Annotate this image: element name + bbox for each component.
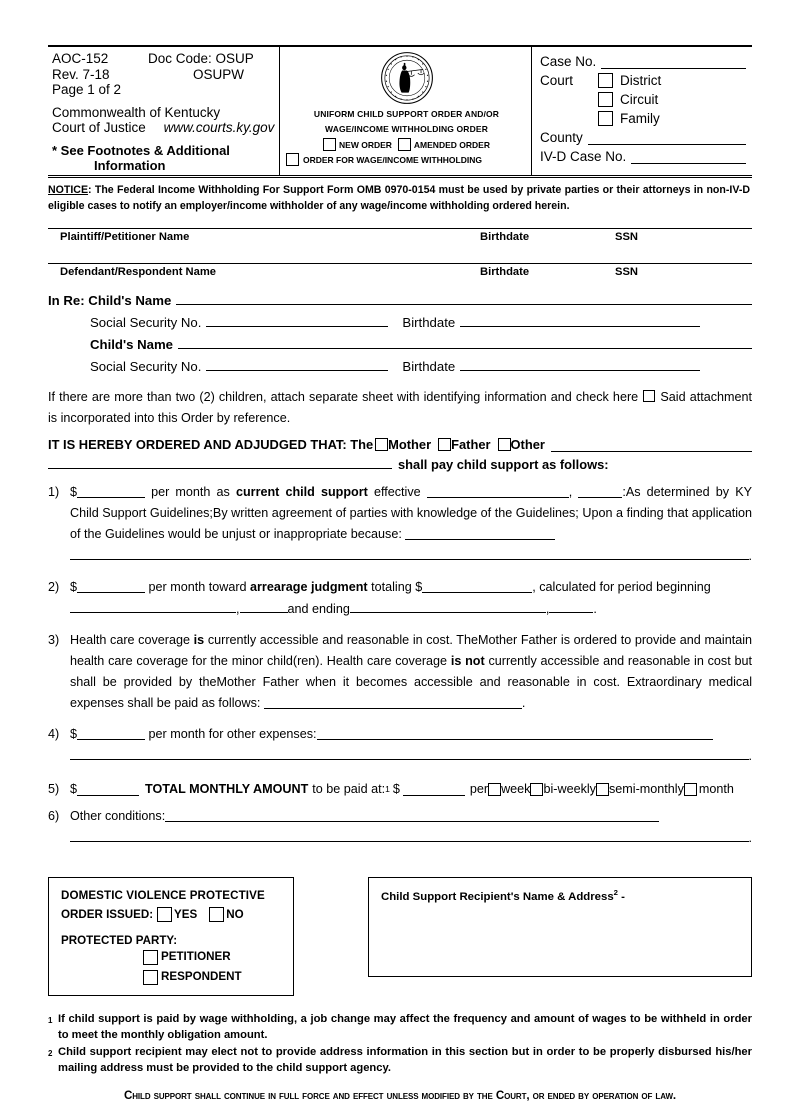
item-1-t3: As determined by KY Child Support Guidelines; [70,485,752,520]
item-5-number: 5) [48,782,60,796]
item-4-expenses-input[interactable] [317,727,713,740]
payer-mother-checkbox[interactable] [375,438,388,451]
plaintiff-row[interactable] [48,229,752,263]
item-1 [48,482,752,545]
item-4-t1: per month for other expenses: [148,727,317,741]
dv-respondent-checkbox[interactable] [143,970,158,985]
item-3-t3: is ordered to provide and maintain health care coverage for the minor child(ren). [70,633,753,668]
form-header [48,45,752,176]
payer-other-input[interactable] [551,438,752,452]
order-type-new[interactable] [323,138,392,151]
child2-ssn-input[interactable] [206,356,388,371]
form-sheet [48,45,752,1102]
item-2-t1: per month toward [148,580,247,594]
item-6 [48,806,752,827]
footnote-reference-line1: * See Footnotes & Additional [52,142,230,158]
dv-yes-option[interactable] [157,905,197,924]
parties-section [48,228,752,290]
frequency-month-checkbox[interactable] [684,783,697,796]
footnote-2-marker: 2 [48,1049,53,1058]
item-3-t6: when it becomes accessible and reasonable in cost. Extraordinary medical expenses shall be paid as follows: [70,675,753,710]
item-1-bold1: current child support [235,485,368,499]
dv-petitioner-option[interactable] [61,947,285,967]
item-4-text [70,724,752,745]
header-left-identification [48,47,280,175]
item-3-father: Father [520,633,558,647]
item-1-reason-input-continued[interactable] [70,547,749,560]
domestic-violence-box [48,877,294,996]
footnote-1 [48,1012,752,1043]
court-type-row [540,71,750,128]
item-2-end-date-input[interactable] [350,600,546,613]
footnote-1-marker: 1 [48,1016,53,1025]
payer-father-label: Father [451,437,491,452]
item-4 [48,724,752,745]
family-label: Family [620,111,660,126]
doc-code: Doc Code: OSUP [148,51,254,66]
item-6-text [70,806,752,827]
item-4-dollar: $ [70,727,78,741]
item-3-mother-2: Mother [216,675,256,689]
ordered-suffix: shall pay child support as follows: [398,457,609,472]
courts-website-link[interactable]: www.courts.ky.gov [163,120,275,135]
item-3-t1: Health care coverage [70,633,190,647]
item-2-amount-input[interactable] [77,580,145,593]
item-2-continuation [70,599,752,620]
dv-no-option[interactable] [209,905,243,924]
county-row[interactable] [540,128,750,147]
item-3-mother: Mother [477,633,518,647]
payer-other-label: Other [510,437,545,452]
item-4-number: 4) [48,727,60,741]
frequency-semimonthly-checkbox[interactable] [596,783,609,796]
item-5-dollar: $ [70,782,78,796]
child1-name-row[interactable] [48,290,752,312]
child1-ssn-input[interactable] [206,312,388,327]
ivd-case-number-label: IV-D Case No. [540,149,627,164]
item-1-effective-year-input[interactable] [578,485,622,498]
header-right-case-info [532,47,752,175]
item-3-t4: Health care coverage [326,654,448,668]
dv-petitioner-checkbox[interactable] [143,950,158,965]
item-4-expenses-input-continued[interactable] [70,747,749,760]
child2-birthdate-input[interactable] [460,356,700,371]
item-3-medical-expenses-input[interactable] [264,696,522,709]
attachment-note [48,387,752,428]
dv-petitioner-label: PETITIONER [161,950,231,963]
defendant-birthdate-label: Birthdate [480,266,530,278]
item-6-t1: Other conditions: [70,809,166,823]
form-revision: Rev. 7-18 [52,66,110,82]
item-3-bold2: is not [450,654,485,668]
order-type-amended[interactable] [398,138,490,151]
page-number: Page 1 of 2 [52,82,122,97]
frequency-month-label: month [698,782,734,796]
child2-name-input[interactable] [178,334,752,349]
form-title-line1: UNIFORM CHILD SUPPORT ORDER AND/OR [313,109,500,119]
dv-no-checkbox[interactable] [209,907,224,922]
notice-body: : The Federal Income Withholding For Support Form OMB 0970-0154 must be used by private parties or their attorneys in non-IV-D eligible cases to notify an employer/income withholder of any wage/income withholding ordered herein. [48,184,750,212]
item-2-begin-date-input[interactable] [70,600,236,613]
dv-yes-checkbox[interactable] [157,907,172,922]
frequency-week-label: week [501,782,531,796]
item-5-t1: to be paid at: [312,782,386,796]
frequency-biweekly-label: bi-weekly [543,782,596,796]
item-5-payment-amount-input[interactable] [403,783,465,796]
item-1-effective-date-input[interactable] [427,485,569,498]
revision-row [52,67,275,83]
footnote-1-text: If child support is paid by wage withholding, a job change may affect the frequency and amount of wages to be withheld in order to meet the monthly obligation amount. [58,1013,752,1041]
children-section [48,290,752,378]
item-5-text [70,779,752,800]
defendant-row[interactable] [48,264,752,290]
wage-withholding-order-checkbox[interactable] [286,153,299,166]
ivd-case-number-row[interactable] [540,147,750,166]
bottom-boxes [48,877,752,996]
dv-respondent-label: RESPONDENT [161,970,242,983]
commonwealth-label: Commonwealth of Kentucky [52,104,221,120]
court-option-circuit[interactable] [598,90,661,109]
court-of-justice-label: Court of Justice [52,120,146,135]
dv-respondent-option[interactable] [61,967,285,987]
notice-text [48,183,752,214]
dv-no-label: NO [226,908,244,921]
item-1-number: 1) [48,485,60,499]
attachment-checkbox[interactable] [643,390,655,402]
item-6-number: 6) [48,809,60,823]
district-label: District [620,73,662,88]
item-2-bold1: arrearage judgment [250,580,368,594]
item-2-t3: , calculated for period beginning [532,580,711,594]
recipient-address-box[interactable] [368,877,752,977]
item-3-t5: currently accessible and reasonable in cost but shall be provided by the [70,654,752,689]
amended-order-checkbox[interactable] [398,138,411,151]
item-3 [48,630,752,714]
frequency-semimonthly-label: semi-monthly [608,782,684,796]
footnote-2-text: Child support recipient may elect not to provide address information in this section but in order to be properly disbursed his/her mailing address must be provided to the child support agency. [58,1046,752,1074]
dv-order-issued-row [61,905,285,924]
in-re-child-name-label: In Re: Child's Name [48,293,172,308]
item-5-footnote-marker: 1 [385,784,390,794]
item-1-t5: Upon a finding that application of the Guidelines would be unjust or inappropriate because: [70,506,753,541]
county-label: County [540,130,583,145]
item-6-continuation [70,828,752,849]
footnotes-section [48,1012,752,1076]
item-1-colon: : [622,485,626,499]
item-2 [48,577,752,598]
dv-title-line1: DOMESTIC VIOLENCE PROTECTIVE [61,889,265,902]
footnote-reference [52,143,275,173]
amended-order-label: AMENDED ORDER [413,139,490,150]
item-2-t7: . [593,602,597,616]
item-6-conditions-input[interactable] [165,809,659,822]
child2-ssn-label: Social Security No. [90,359,202,374]
item-1-amount-input[interactable] [77,485,145,498]
case-number-input[interactable] [601,55,746,69]
recipient-address-label: Child Support Recipient's Name & Address [381,890,614,903]
item-1-t4: By written agreement of parties with knowledge of the Guidelines; [212,506,579,520]
new-order-checkbox[interactable] [323,138,336,151]
court-options [598,71,661,128]
footnote-reference-line2: Information [94,157,166,173]
item-3-period: . [521,696,526,710]
payer-other-input-continued[interactable] [48,454,392,469]
item-3-bold1: is [193,633,205,647]
circuit-label: Circuit [620,92,659,107]
defendant-name-label: Defendant/Respondent Name [60,266,217,278]
notice-section [48,177,752,214]
closing-statement: Child support shall continue in full force and effect unless modified by the Court, or ended by operation of law. [123,1089,677,1102]
item-6-conditions-input-continued[interactable] [70,829,749,842]
form-title-line2: WAGE/INCOME WITHHOLDING ORDER [324,124,488,134]
county-input[interactable] [588,131,746,145]
child1-birthdate-input[interactable] [460,312,700,327]
doc-code-2: OSUPW [192,66,244,82]
ordered-prefix: IT IS HEREBY ORDERED AND ADJUDGED THAT: The [48,437,374,452]
item-2-t6: , [545,602,550,616]
plaintiff-name-label: Plaintiff/Petitioner Name [60,231,190,243]
item-2-total-input[interactable] [422,580,532,593]
child1-birthdate-label: Birthdate [402,315,456,330]
child1-ssn-birthdate-row[interactable] [48,312,752,334]
spacer [52,98,275,105]
court-option-family[interactable] [598,109,661,128]
wage-withholding-order-label: ORDER FOR WAGE/INCOME WITHHOLDING [303,154,482,165]
item-4-continuation [70,746,752,767]
notice-label: NOTICE [48,184,89,196]
payer-other-checkbox[interactable] [498,438,511,451]
order-type-row [284,138,529,151]
plaintiff-ssn-label: SSN [615,231,639,243]
case-number-label: Case No. [540,54,597,69]
circuit-checkbox[interactable] [598,92,613,107]
dv-yes-label: YES [174,908,198,921]
item-1-comma: , [568,485,573,499]
item-5 [48,779,752,800]
new-order-label: NEW ORDER [339,139,392,150]
item-3-number: 3) [48,633,60,647]
item-1-reason-input[interactable] [405,527,555,540]
family-checkbox[interactable] [598,111,613,126]
attachment-text-after: Said attachment is incorporated into this Order by reference. [48,390,753,425]
item-5-total-amount-input[interactable] [77,783,139,796]
item-5-dollar2: $ [392,782,400,796]
plaintiff-birthdate-label: Birthdate [480,231,530,243]
ordered-adjudged-row [48,437,752,452]
district-checkbox[interactable] [598,73,613,88]
item-2-number: 2) [48,580,60,594]
child2-name-row[interactable] [48,334,752,356]
ivd-case-number-input[interactable] [631,150,746,164]
attachment-text-before: If there are more than two (2) children, attach separate sheet with identifying information and check here [48,390,639,404]
item-1-period: . [748,549,752,563]
frequency-biweekly-checkbox[interactable] [530,783,543,796]
case-number-row[interactable] [540,52,750,71]
item-1-text [70,482,752,545]
frequency-week-checkbox[interactable] [488,783,501,796]
child2-ssn-birthdate-row[interactable] [48,356,752,378]
item-2-t2: totaling $ [371,580,423,594]
item-2-text [70,577,752,598]
item-1-t2: effective [373,485,421,499]
dv-order-issued-label: ORDER ISSUED: [61,908,154,921]
item-2-end-year-input[interactable] [549,600,593,613]
item-1-t1: per month as [151,485,230,499]
item-3-text [70,630,752,714]
footnote-2 [48,1045,752,1076]
ordered-continuation-row [48,454,752,472]
payer-father-checkbox[interactable] [438,438,451,451]
court-of-justice-row [52,120,275,136]
item-6-period: . [748,831,752,845]
form-number-row [52,51,275,67]
dv-protected-party-label: PROTECTED PARTY: [61,934,178,947]
child2-birthdate-label: Birthdate [402,359,456,374]
item-2-t5: and ending [287,602,350,616]
payer-mother-label: Mother [388,437,432,452]
order-type-wage-row[interactable] [284,153,529,166]
court-option-district[interactable] [598,71,661,90]
item-1-continuation [70,546,752,567]
child1-ssn-label: Social Security No. [90,315,202,330]
header-center-title [280,47,532,175]
item-2-t4: , [236,602,240,616]
court-label: Court [540,73,574,88]
recipient-dash: - [621,890,625,903]
item-4-period: . [748,749,752,763]
item-3-t2: currently accessible and reasonable in cost. The [207,633,478,647]
item-4-amount-input[interactable] [77,727,145,740]
defendant-ssn-label: SSN [615,266,639,278]
kentucky-court-of-justice-seal-icon [380,51,434,105]
item-5-t2: per [469,782,489,796]
item-1-dollar: $ [70,485,78,499]
item-3-father-2: Father [262,675,299,689]
form-number: AOC-152 [52,51,109,66]
recipient-address-label-row [381,888,741,903]
child1-name-input[interactable] [176,290,752,305]
item-5-bold1: TOTAL MONTHLY AMOUNT [145,782,309,796]
item-2-dollar: $ [70,580,78,594]
item-2-begin-year-input[interactable] [240,600,288,613]
child2-name-label: Child's Name [90,337,174,352]
recipient-footnote-marker: 2 [613,888,618,897]
